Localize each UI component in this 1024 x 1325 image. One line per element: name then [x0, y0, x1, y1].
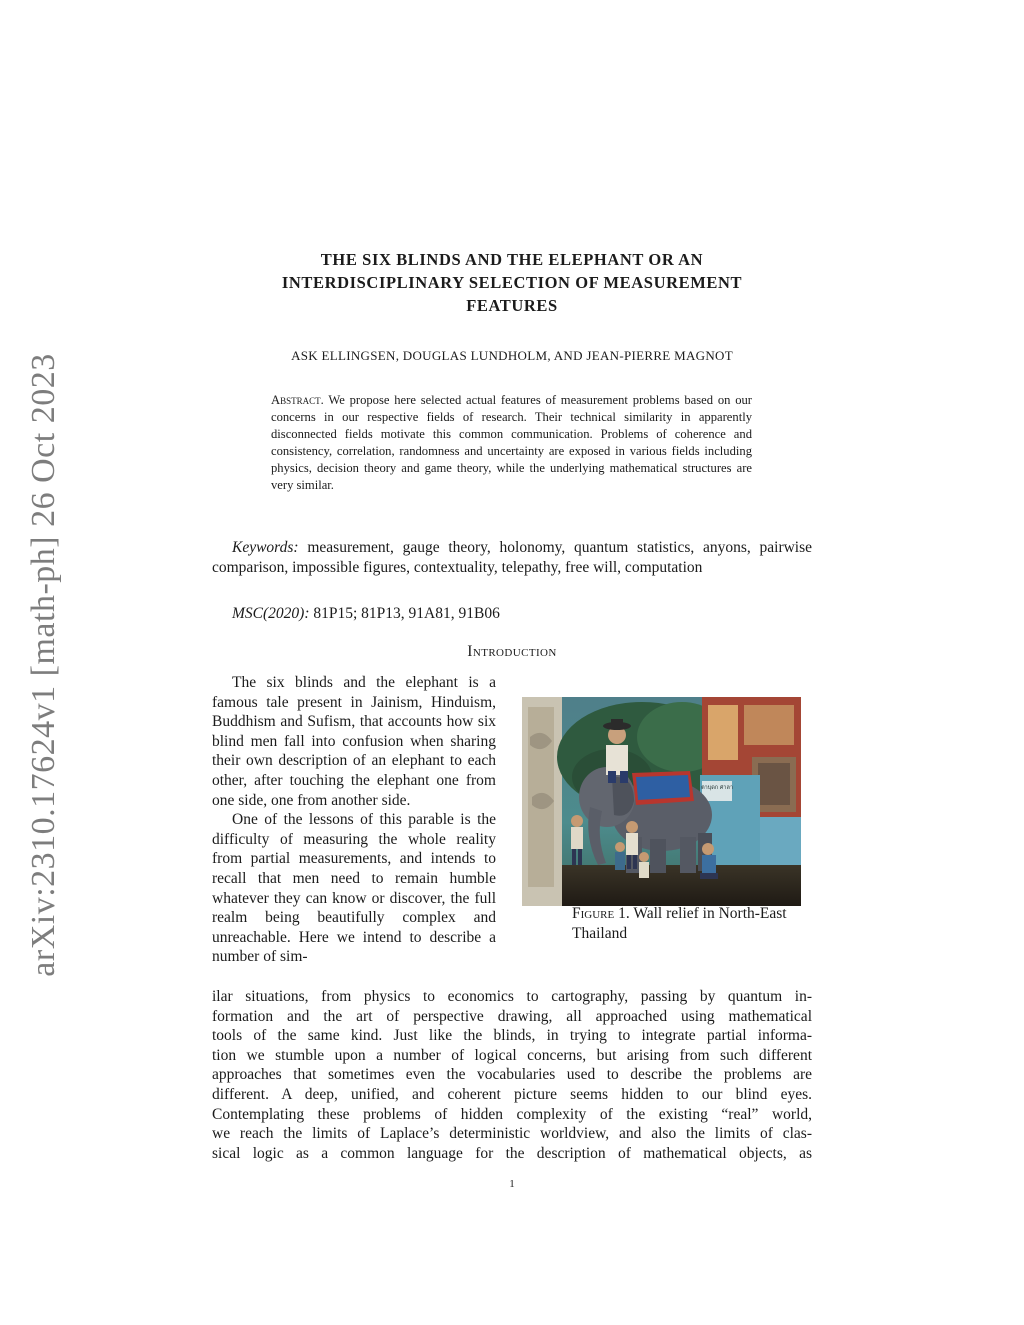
- msc-codes: 81P15; 81P13, 91A81, 91B06: [313, 605, 500, 622]
- page-number: 1: [509, 1178, 515, 1190]
- title-line: FEATURES: [466, 296, 558, 315]
- rider: [606, 745, 628, 775]
- text-line: tools of the same kind. Just like the blinds, in trying to integrate partial informa-: [212, 1027, 812, 1045]
- thai-sign: [702, 781, 732, 801]
- msc-classification: [232, 604, 812, 624]
- msc-label: MSC(2020):: [232, 605, 310, 622]
- wall-relief-image: [522, 697, 801, 906]
- figure-caption-text: Wall relief in North-East Thailand: [572, 905, 787, 942]
- keywords: [212, 538, 812, 578]
- intro-full-width-text: [212, 987, 812, 1163]
- text-line: different. A deep, unified, and coherent picture seems hidden to our blind eyes.: [212, 1085, 812, 1103]
- figure-wall-relief: [522, 697, 801, 906]
- text-line: approaches that sometimes even the vocabularies used to describe the problems are: [212, 1066, 812, 1084]
- text-line: sical logic as a common language for the description of mathematical objects, as: [212, 1144, 812, 1162]
- title-line: INTERDISCIPLINARY SELECTION OF MEASUREMENT: [281, 273, 743, 292]
- abstract-label: Abstract.: [271, 393, 324, 407]
- paragraph: One of the lessons of this parable is the difficulty of measuring the whole reality from partial measurements, and intends to recall that men need to remain humble whatever they can know or discover, the full realm being beautifully complex and unreachable. Here we intend to describe a number of sim-: [212, 811, 496, 966]
- text-line: tion we stumble upon a number of logical concerns, but arising from such different: [212, 1046, 812, 1064]
- figure-caption-label: Figure 1.: [572, 905, 630, 922]
- intro-column-text: [212, 673, 496, 967]
- thai-sign-text: ตาบุดก ศาลา: [701, 785, 733, 791]
- figure-caption: [572, 904, 792, 944]
- paragraph: The six blinds and the elephant is a famous tale present in Jainism, Hinduism, Buddhism and Sufism, that accounts how six blind men fall into confusion when sharing their own description of an elephant to each other, after touching the elephant one from one side, one from another side.: [212, 674, 496, 809]
- text-line: formation and the art of perspective drawing, all approached using mathematical: [212, 1007, 812, 1025]
- arxiv-side-stamp: [20, 345, 68, 985]
- text-line: ilar situations, from physics to economics to cartography, passing by quantum in-: [212, 988, 812, 1005]
- keywords-text: measurement, gauge theory, holonomy, quantum statistics, anyons, pairwise comparison, impossible figures, contextuality, telepathy, free will, computation: [212, 539, 813, 576]
- author-list: ASK ELLINGSEN, DOUGLAS LUNDHOLM, AND JEAN-PIERRE MAGNOT: [291, 348, 733, 363]
- arxiv-identifier: arXiv:2310.17624v1 [math-ph] 26 Oct 2023: [25, 353, 62, 977]
- abstract-text: We propose here selected actual features of measurement problems based on our concerns in our respective fields of research. Their technical similarity in apparently disconnected fields motivate this common communication. Problems of coherence and consistency, correlation, randomness and uncertainty are exposed in various fields including physics, decision theory and game theory, while the underlying mathematical structures are very similar.: [271, 393, 753, 492]
- text-line: Contemplating these problems of hidden complexity of the existing “real” world,: [212, 1105, 812, 1123]
- title-line: THE SIX BLINDS AND THE ELEPHANT OR AN: [320, 250, 704, 269]
- keywords-label: Keywords:: [232, 539, 299, 556]
- text-line: we reach the limits of Laplace’s deterministic worldview, and also the limits of clas-: [212, 1125, 812, 1143]
- section-title-introduction: Introduction: [467, 643, 557, 660]
- abstract: [271, 392, 752, 494]
- paper-title: [210, 248, 814, 317]
